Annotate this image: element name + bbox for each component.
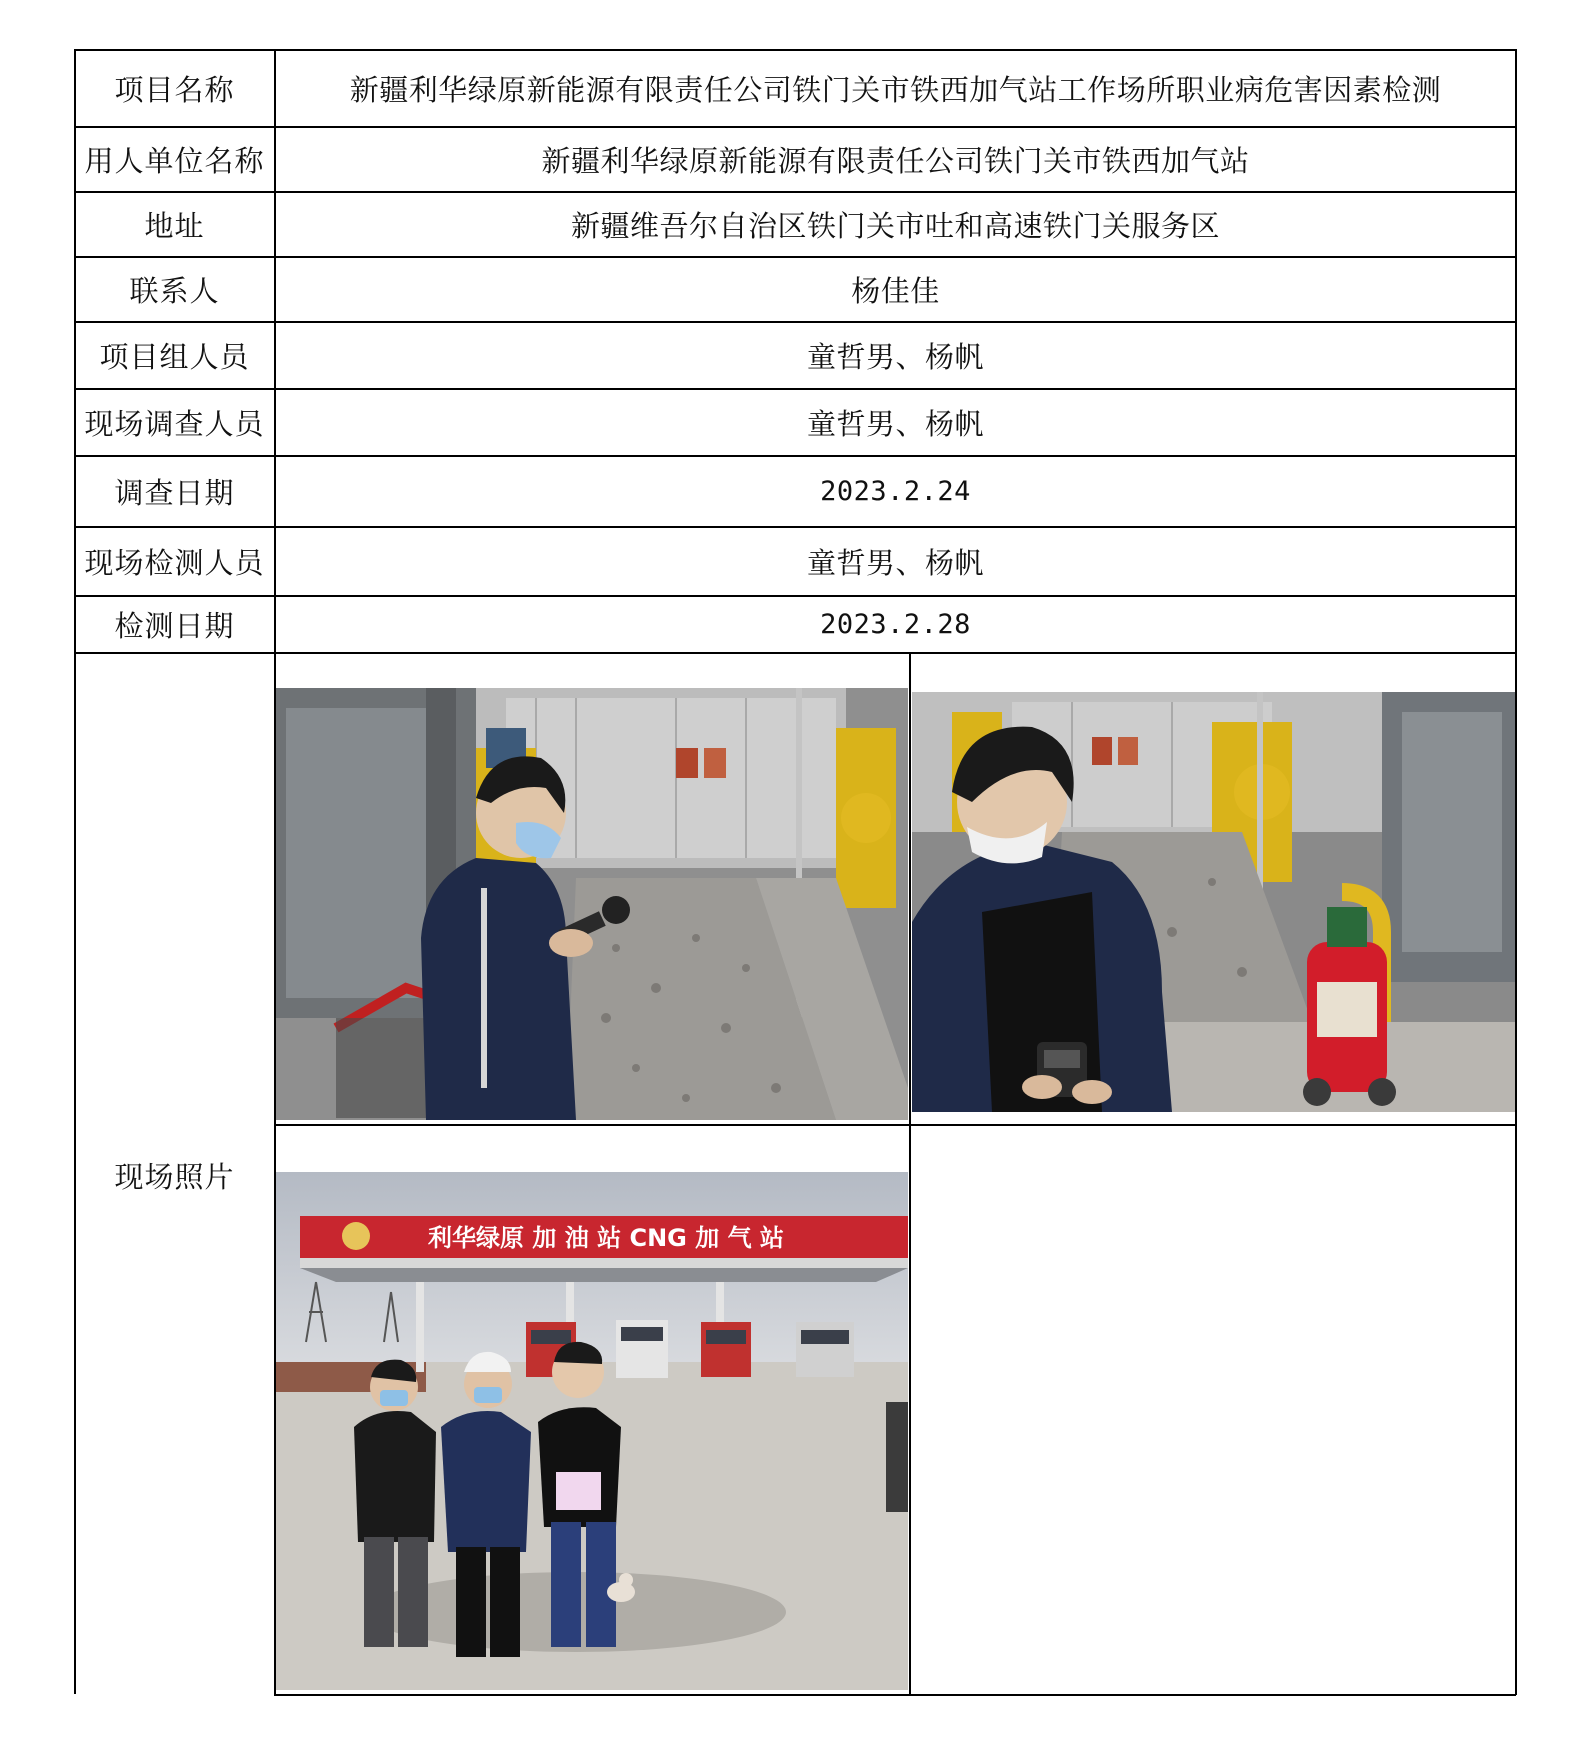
site-photo-meter-reading [912, 692, 1515, 1112]
row-value-address: 新疆维吾尔自治区铁门关市吐和高速铁门关服务区 [570, 208, 1220, 243]
row-value-contact: 杨佳佳 [851, 273, 940, 308]
row-value-survey-staff: 童哲男、杨帆 [806, 406, 984, 441]
row-label-employer: 用人单位名称 [84, 143, 265, 178]
row-label-project-team: 项目组人员 [99, 339, 250, 374]
row-value-testing-date: 2023.2.28 [820, 608, 971, 640]
row-label-site-photos: 现场照片 [114, 1159, 235, 1194]
row-value-survey-date: 2023.2.24 [820, 475, 971, 507]
row-value-project-team: 童哲男、杨帆 [806, 339, 984, 374]
row-label-address: 地址 [144, 208, 205, 243]
site-photo-sound-measurement [276, 688, 908, 1120]
row-label-testing-staff: 现场检测人员 [84, 545, 265, 580]
row-value-employer: 新疆利华绿原新能源有限责任公司铁门关市铁西加气站 [541, 143, 1250, 178]
station-sign-text: 利华绿原 加 油 站 CNG 加 气 站 [428, 1224, 784, 1252]
row-label-survey-date: 调查日期 [114, 475, 235, 510]
row-label-contact: 联系人 [129, 273, 220, 308]
row-label-survey-staff: 现场调查人员 [84, 406, 265, 441]
row-label-testing-date: 检测日期 [114, 608, 235, 643]
row-label-project-name: 项目名称 [114, 72, 235, 107]
row-value-project-name: 新疆利华绿原新能源有限责任公司铁门关市铁西加气站工作场所职业病危害因素检测 [349, 72, 1442, 107]
site-photo-station-front [276, 1172, 908, 1690]
row-value-testing-staff: 童哲男、杨帆 [806, 545, 984, 580]
